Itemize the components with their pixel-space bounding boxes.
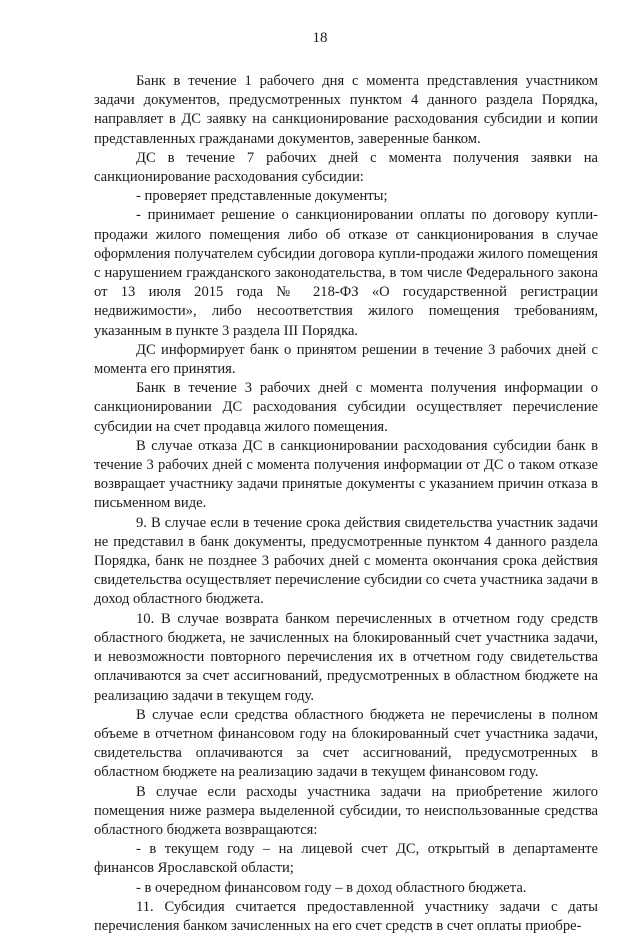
paragraph: Банк в течение 1 рабочего дня с момента представления участником задачи документов, предусмотренных пунктом 4 данного раздела Порядка, направляет в ДС заявку на санкционирование расходования субсидии и копии представленных гражданами документов, заверенные банком.	[94, 73, 598, 147]
paragraph: ДС в течение 7 рабочих дней с момента получения заявки на санкционирование расходования субсидии:	[94, 149, 598, 186]
paragraph: Банк в течение 3 рабочих дней с момента получения информации о санкционировании ДС расходования субсидии осуществляет перечисление субсидии на счет продавца жилого помещения.	[94, 380, 598, 435]
paragraph: В случае если расходы участника задачи на приобретение жилого помещения ниже размера выделенной субсидии, то неиспользованные средства областного бюджета возвращаются:	[94, 783, 598, 838]
paragraph: В случае отказа ДС в санкционировании расходования субсидии банк в течение 3 рабочих дней с момента получения информации от ДС о таком отказе возвращает участнику задачи принятые документы с указанием причин отказа в письменном виде.	[94, 437, 598, 512]
list-item: - в очередном финансовом году – в доход областного бюджета.	[136, 879, 527, 896]
document-body	[94, 72, 598, 936]
paragraph-item-9: 9. В случае если в течение срока действия свидетельства участник задачи не представил в банк документы, предусмотренные пунктом 4 данного раздела Порядка, банк не позднее 3 рабочих дней с момента окончания срока действия свидетельства осуществляет перечисление субсидии со счета участника задачи в доход областного бюджета.	[94, 514, 598, 608]
paragraph-item-10: 10. В случае возврата банком перечисленных в отчетном году средств областного бюджета, не зачисленных на блокированный счет участника задачи, и невозможности повторного перечисления их в отчетном году свидетельства оплачиваются за счет ассигнований, предусмотренных в областном бюджете на реализацию задачи в текущем году.	[94, 610, 598, 704]
list-item: - принимает решение о санкционировании оплаты по договору купли-продажи жилого помещения либо об отказе от санкционирования в случае оформления получателем субсидии договора купли-продажи жилого помещения с нарушением гражданского законодательства, в том числе Федерального закона от 13 июля 2015 года № 218-ФЗ «О государственной регистрации недвижимости», либо несоответствия жилого помещения требованиям, указанным в пункте 3 раздела III Порядка.	[94, 207, 598, 339]
paragraph: ДС информирует банк о принятом решении в течение 3 рабочих дней с момента его принятия.	[94, 341, 598, 378]
list-item: - в текущем году – на лицевой счет ДС, открытый в департаменте финансов Ярославской области;	[94, 841, 598, 877]
paragraph-item-11: 11. Субсидия считается предоставленной участнику задачи с даты перечисления банком зачисленных на его счет средств в счет оплаты приобре-	[94, 898, 598, 934]
paragraph: В случае если средства областного бюджета не перечислены в полном объеме в отчетном финансовом году на блокированный счет участника задачи, свидетельства оплачиваются за счет ассигнований, предусмотренных в областном бюджете на реализацию задачи в текущем финансовом году.	[94, 706, 598, 781]
list-item: - проверяет представленные документы;	[136, 188, 388, 205]
page-number: 18	[312, 30, 328, 46]
